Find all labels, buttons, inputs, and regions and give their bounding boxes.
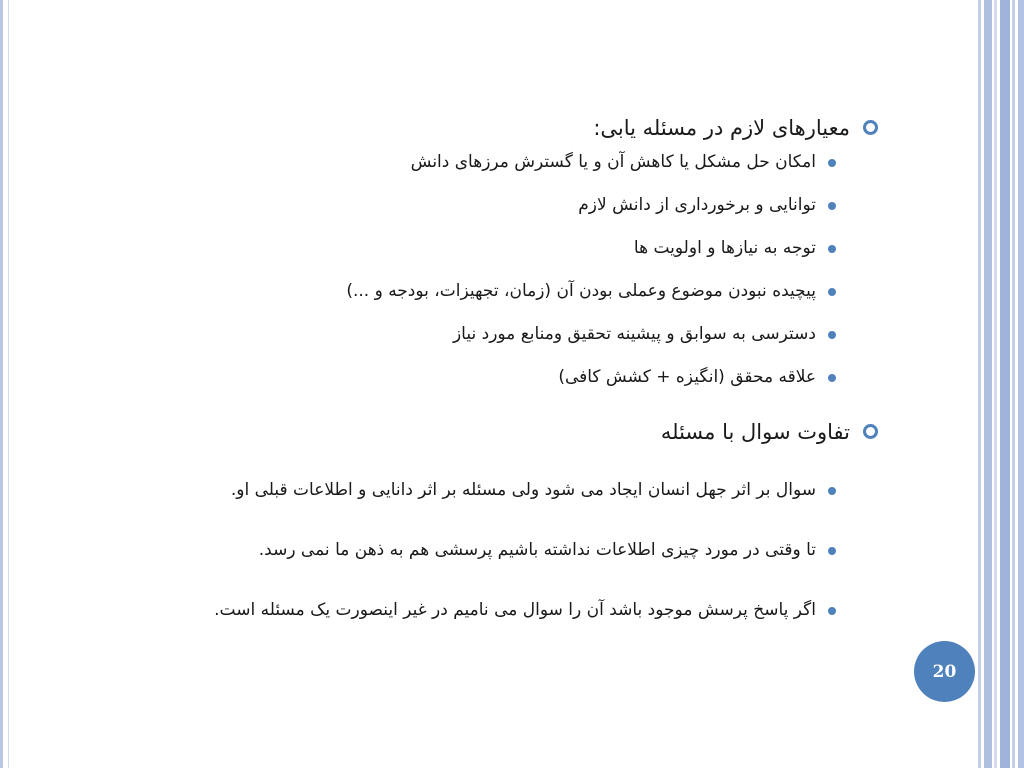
page-number-badge: 20 <box>914 641 975 702</box>
list-item: علاقه محقق (انگیزه + کشش کافی) <box>80 365 880 390</box>
section2-title: تفاوت سوال با مسئله <box>660 420 850 444</box>
dot-bullet-icon <box>828 374 836 382</box>
dot-bullet-icon <box>828 202 836 210</box>
slide-content <box>80 100 880 658</box>
dot-bullet-icon <box>828 607 836 615</box>
section2-heading <box>80 416 880 448</box>
list-item: توانایی و برخورداری از دانش لازم <box>80 193 880 218</box>
dot-bullet-icon <box>828 547 836 555</box>
dot-bullet-icon <box>828 159 836 167</box>
right-border-decoration <box>978 0 1024 768</box>
list-item: پیچیده نبودن موضوع وعملی بودن آن (زمان، تجهیزات، بودجه و ...) <box>80 279 880 304</box>
section2-list <box>80 478 880 623</box>
ring-bullet-icon <box>863 120 878 135</box>
dot-bullet-icon <box>828 245 836 253</box>
section1-list <box>80 150 880 390</box>
dot-bullet-icon <box>828 331 836 339</box>
ring-bullet-icon <box>863 424 878 439</box>
list-item: سوال بر اثر جهل انسان ایجاد می شود ولی مسئله بر اثر دانایی و اطلاعات قبلی او. <box>80 478 880 503</box>
list-item: امکان حل مشکل یا کاهش آن و یا گسترش مرزهای دانش <box>80 150 880 175</box>
left-border-inner <box>8 0 9 768</box>
list-item: توجه به نیازها و اولویت ها <box>80 236 880 261</box>
section1-heading <box>80 112 880 144</box>
list-item: اگر پاسخ پرسش موجود باشد آن را سوال می نامیم در غیر اینصورت یک مسئله است. <box>80 598 880 623</box>
section1-title: معیارهای لازم در مسئله یابی: <box>593 116 850 140</box>
list-item: تا وقتی در مورد چیزی اطلاعات نداشته باشیم پرسشی هم به ذهن ما نمی رسد. <box>80 538 880 563</box>
left-border <box>0 0 3 768</box>
dot-bullet-icon <box>828 288 836 296</box>
dot-bullet-icon <box>828 487 836 495</box>
list-item: دسترسی به سوابق و پیشینه تحقیق ومنابع مورد نیاز <box>80 322 880 347</box>
